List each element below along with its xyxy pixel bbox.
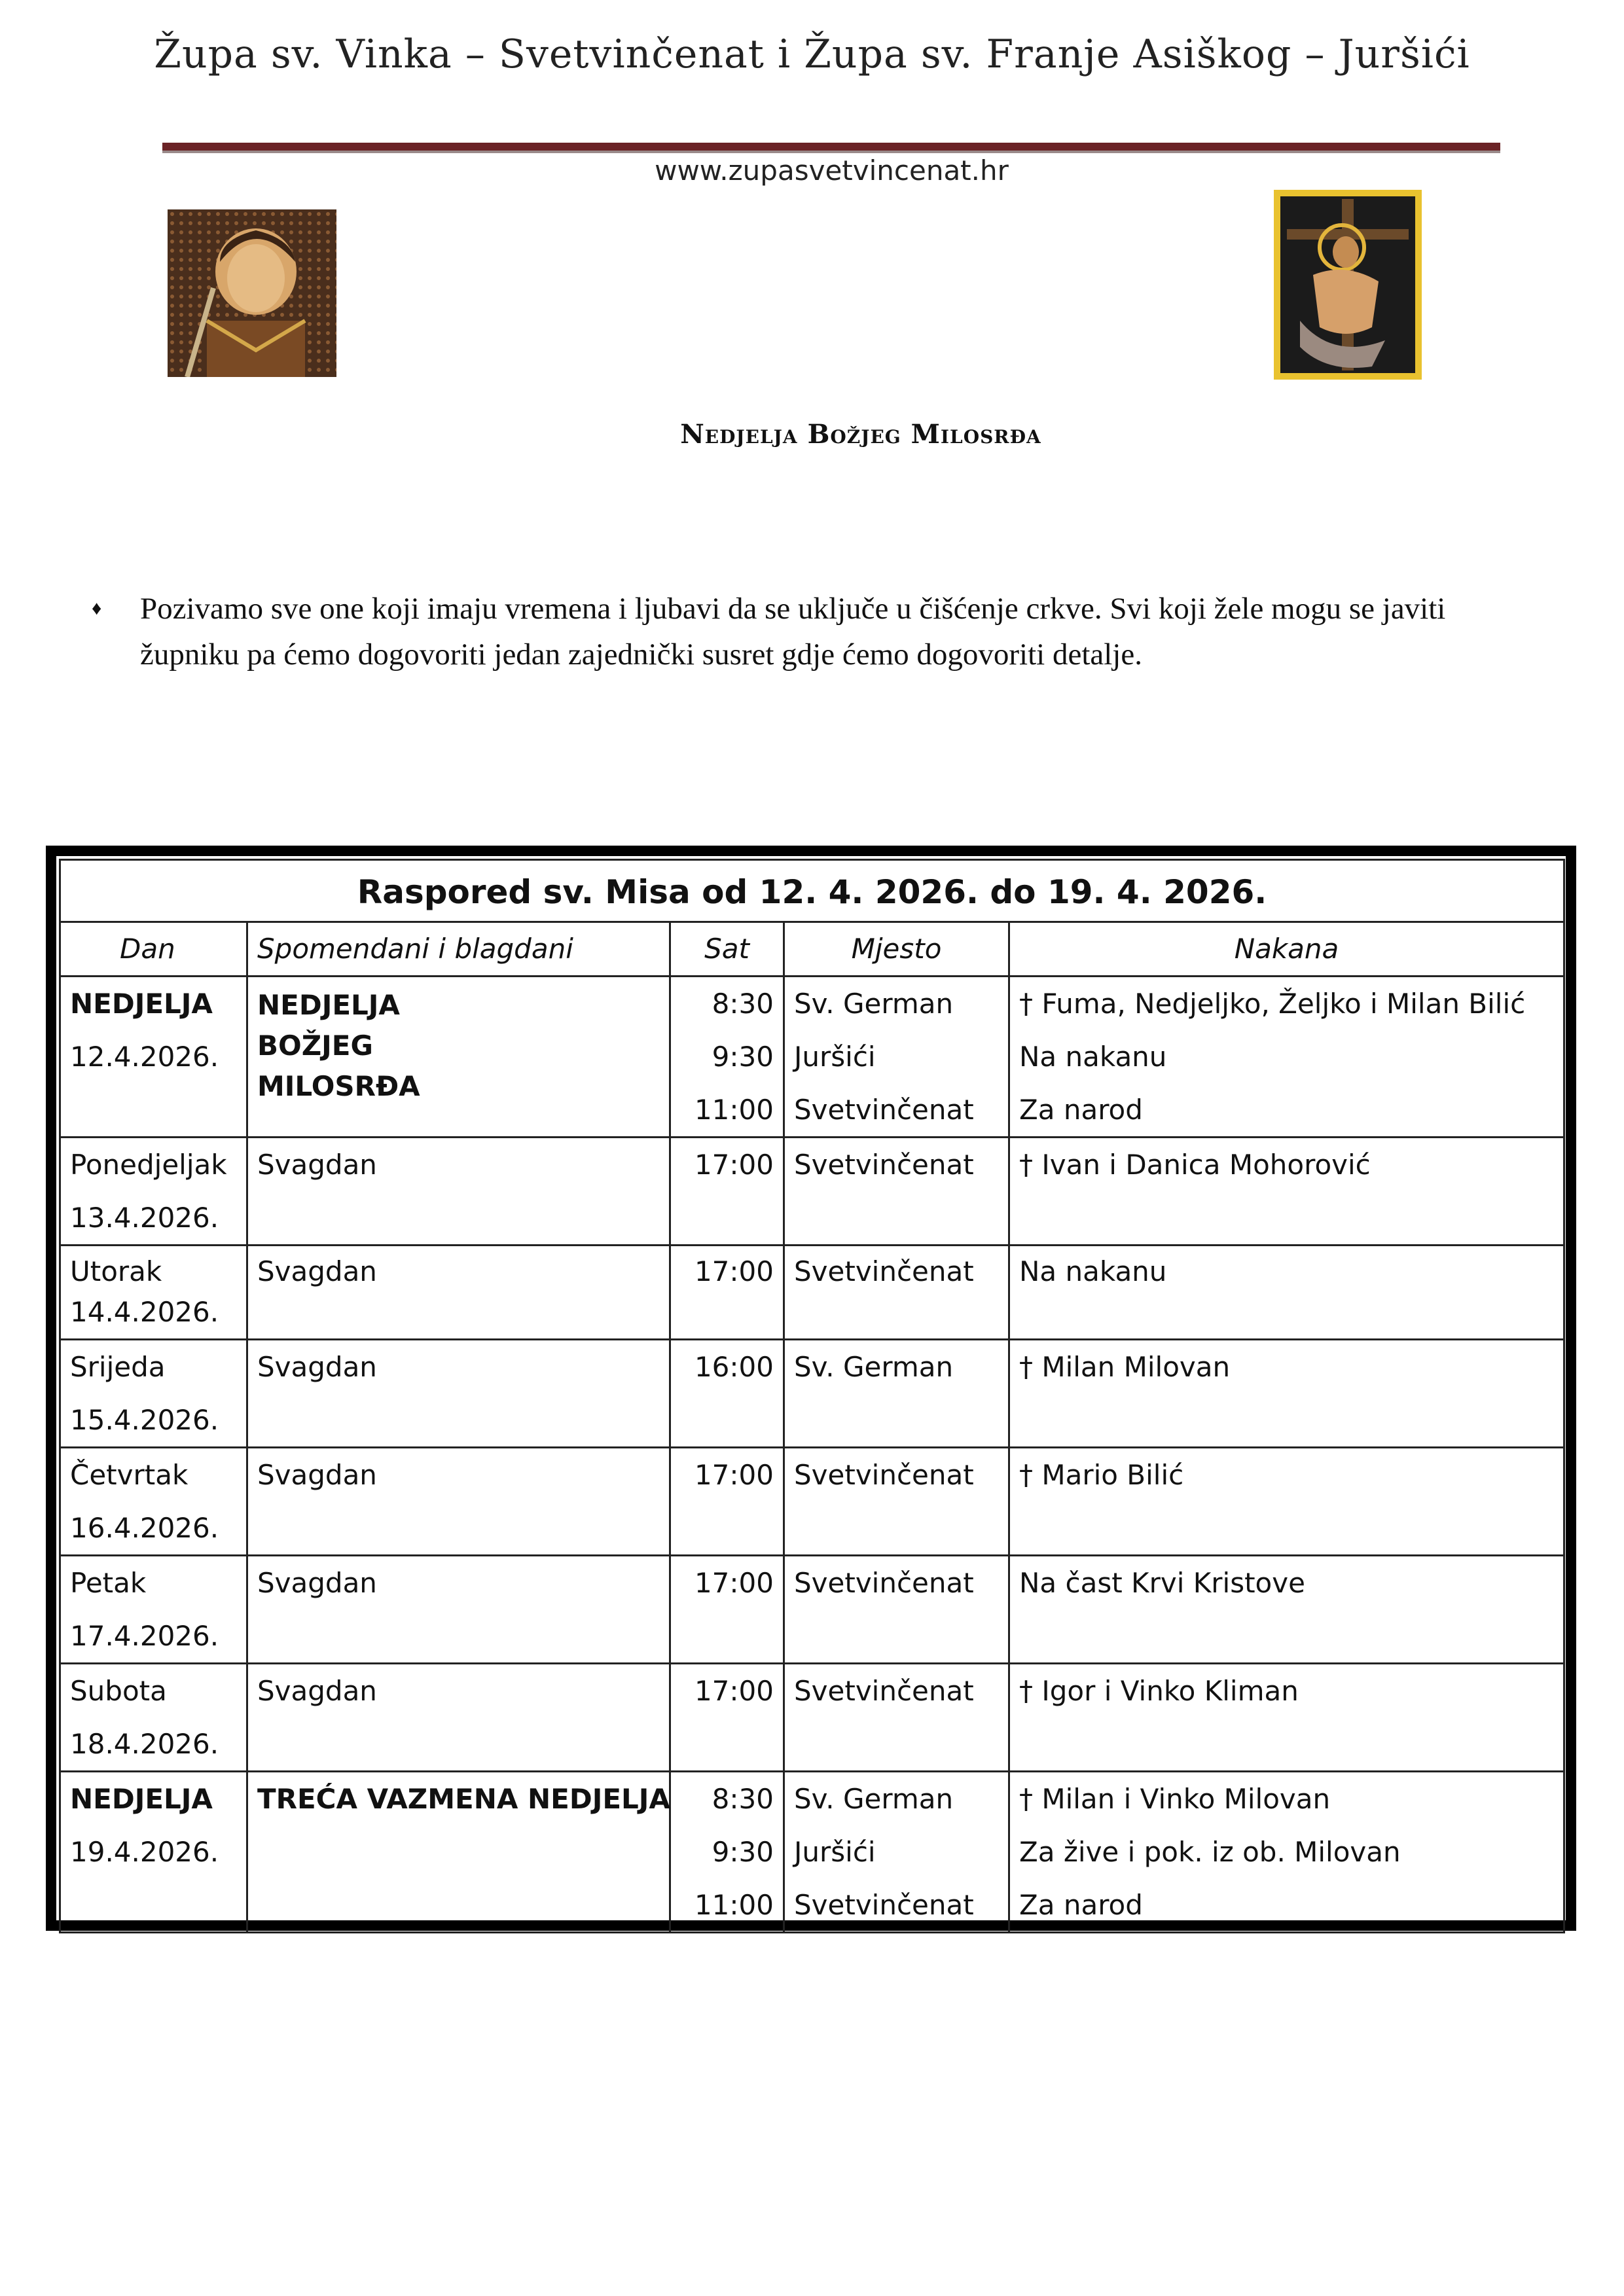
- day-date: 17.4.2026.: [70, 1620, 219, 1652]
- intention-cell: [1009, 1246, 1564, 1340]
- feast-name: Svagdan: [257, 1567, 377, 1599]
- table-row: [60, 1772, 1564, 1933]
- day-cell: [60, 1138, 247, 1246]
- day-date: 19.4.2026.: [70, 1836, 219, 1868]
- mass-time: 17:00: [694, 1675, 774, 1707]
- table-row: [60, 1138, 1564, 1246]
- mass-time: 17:00: [694, 1567, 774, 1599]
- time-cell: [670, 1340, 784, 1448]
- intention-cell: [1009, 1772, 1564, 1933]
- mass-place: Svetvinčenat: [794, 1255, 974, 1287]
- mass-intention: Za narod: [1019, 1094, 1143, 1126]
- day-name: Ponedjeljak: [70, 1149, 227, 1181]
- place-cell: [784, 1246, 1009, 1340]
- crucifix-icon: [1274, 190, 1422, 380]
- feast-cell: [247, 1448, 670, 1556]
- intention-cell: [1009, 1340, 1564, 1448]
- mass-place: Sv. German: [794, 1351, 954, 1383]
- day-cell: [60, 1340, 247, 1448]
- place-cell: [784, 977, 1009, 1138]
- mass-place: Svetvinčenat: [794, 1675, 974, 1707]
- table-row: [60, 977, 1564, 1138]
- intention-cell: [1009, 1448, 1564, 1556]
- feast-cell: [247, 1772, 670, 1933]
- table-row: [60, 1664, 1564, 1772]
- bullet-diamond-icon: ♦: [92, 598, 102, 619]
- day-date: 13.4.2026.: [70, 1202, 219, 1234]
- mass-time: 17:00: [694, 1459, 774, 1491]
- mass-place: Svetvinčenat: [794, 1459, 974, 1491]
- mass-time: 11:00: [694, 1889, 774, 1921]
- intention-cell: [1009, 1138, 1564, 1246]
- place-cell: [784, 1772, 1009, 1933]
- mass-time: 16:00: [694, 1351, 774, 1383]
- feast-name: Svagdan: [257, 1255, 377, 1287]
- mass-intention: † Ivan i Danica Mohorović: [1019, 1149, 1371, 1181]
- column-header-day: Dan: [60, 922, 247, 977]
- table-header-row: [60, 922, 1564, 977]
- mass-place: Svetvinčenat: [794, 1094, 974, 1126]
- mass-time: 17:00: [694, 1255, 774, 1287]
- mass-place: Sv. German: [794, 988, 954, 1020]
- day-cell: [60, 1448, 247, 1556]
- place-cell: [784, 1556, 1009, 1664]
- intention-cell: [1009, 1664, 1564, 1772]
- table-row: [60, 1340, 1564, 1448]
- place-cell: [784, 1448, 1009, 1556]
- place-cell: [784, 1664, 1009, 1772]
- feast-cell: [247, 1138, 670, 1246]
- mass-intention: † Mario Bilić: [1019, 1459, 1184, 1491]
- column-header-intention: Nakana: [1009, 922, 1564, 977]
- time-cell: [670, 1664, 784, 1772]
- intention-cell: [1009, 977, 1564, 1138]
- feast-name: Svagdan: [257, 1149, 377, 1181]
- place-cell: [784, 1138, 1009, 1246]
- mass-place: Svetvinčenat: [794, 1889, 974, 1921]
- mass-intention: † Milan i Vinko Milovan: [1019, 1783, 1331, 1815]
- announcement: [92, 586, 1532, 677]
- day-date: 12.4.2026.: [70, 1041, 219, 1073]
- mass-schedule-table: [59, 859, 1565, 1933]
- mass-intention: Za narod: [1019, 1889, 1143, 1921]
- day-date: 15.4.2026.: [70, 1404, 219, 1436]
- feast-cell: [247, 1246, 670, 1340]
- day-date: 14.4.2026.: [70, 1296, 219, 1328]
- mass-intention: Na nakanu: [1019, 1255, 1167, 1287]
- table-row: [60, 1246, 1564, 1340]
- feast-name: Svagdan: [257, 1351, 377, 1383]
- day-cell: [60, 1664, 247, 1772]
- mass-place: Sv. German: [794, 1783, 954, 1815]
- time-cell: [670, 1246, 784, 1340]
- day-name: NEDJELJA: [70, 1783, 213, 1815]
- feast-cell: [247, 977, 670, 1138]
- day-name: Srijeda: [70, 1351, 166, 1383]
- mass-schedule-frame: [46, 846, 1576, 1931]
- mass-time: 9:30: [712, 1836, 774, 1868]
- feast-cell: [247, 1664, 670, 1772]
- time-cell: [670, 977, 784, 1138]
- time-cell: [670, 1556, 784, 1664]
- column-header-time: Sat: [670, 922, 784, 977]
- header-divider: [162, 143, 1500, 153]
- feast-cell: [247, 1556, 670, 1664]
- time-cell: [670, 1448, 784, 1556]
- table-row: [60, 1448, 1564, 1556]
- mass-place: Svetvinčenat: [794, 1567, 974, 1599]
- mass-intention: † Fuma, Nedjeljko, Željko i Milan Bilić: [1019, 988, 1526, 1020]
- mass-intention: † Igor i Vinko Kliman: [1019, 1675, 1299, 1707]
- feast-name: TREĆA VAZMENA NEDJELJA: [257, 1783, 670, 1815]
- mass-intention: † Milan Milovan: [1019, 1351, 1231, 1383]
- sunday-title: Nedjelja Božjeg Milosrđa: [680, 419, 1041, 450]
- day-name: NEDJELJA: [70, 988, 213, 1020]
- feast-name: NEDJELJA BOŽJEG MILOSRĐA: [257, 989, 420, 1102]
- feast-name: Svagdan: [257, 1675, 377, 1707]
- day-cell: [60, 1246, 247, 1340]
- mass-time: 9:30: [712, 1041, 774, 1073]
- day-name: Petak: [70, 1567, 147, 1599]
- place-cell: [784, 1340, 1009, 1448]
- column-header-place: Mjesto: [784, 922, 1009, 977]
- parish-header-title: Župa sv. Vinka – Svetvinčenat i Župa sv. Franje Asiškog – Juršići: [154, 31, 1470, 77]
- mass-time: 17:00: [694, 1149, 774, 1181]
- day-cell: [60, 1772, 247, 1933]
- mass-time: 11:00: [694, 1094, 774, 1126]
- mass-intention: Na nakanu: [1019, 1041, 1167, 1073]
- day-cell: [60, 1556, 247, 1664]
- mass-intention: Na čast Krvi Kristove: [1019, 1567, 1305, 1599]
- mass-time: 8:30: [712, 988, 774, 1020]
- feast-cell: [247, 1340, 670, 1448]
- day-name: Četvrtak: [70, 1459, 189, 1491]
- mass-place: Juršići: [794, 1836, 876, 1868]
- schedule-title: Raspored sv. Misa od 12. 4. 2026. do 19. 4. 2026.: [59, 859, 1565, 921]
- time-cell: [670, 1138, 784, 1246]
- day-date: 16.4.2026.: [70, 1512, 219, 1544]
- saint-vincent-icon: [168, 209, 336, 377]
- mass-time: 8:30: [712, 1783, 774, 1815]
- announcement-text: Pozivamo sve one koji imaju vremena i ljubavi da se uključe u čišćenje crkve. Svi koji žele mogu se javiti župniku pa ćemo dogovoriti jedan zajednički susret gdje ćemo dogovoriti detalje.: [140, 592, 1446, 672]
- day-cell: [60, 977, 247, 1138]
- day-date: 18.4.2026.: [70, 1728, 219, 1760]
- day-name: Subota: [70, 1675, 167, 1707]
- mass-place: Juršići: [794, 1041, 876, 1073]
- day-name: Utorak: [70, 1255, 162, 1287]
- feast-name: Svagdan: [257, 1459, 377, 1491]
- mass-intention: Za žive i pok. iz ob. Milovan: [1019, 1836, 1401, 1868]
- time-cell: [670, 1772, 784, 1933]
- intention-cell: [1009, 1556, 1564, 1664]
- column-header-feast: Spomendani i blagdani: [247, 922, 670, 977]
- parish-website-link[interactable]: www.zupasvetvincenat.hr: [655, 154, 1009, 187]
- mass-place: Svetvinčenat: [794, 1149, 974, 1181]
- table-row: [60, 1556, 1564, 1664]
